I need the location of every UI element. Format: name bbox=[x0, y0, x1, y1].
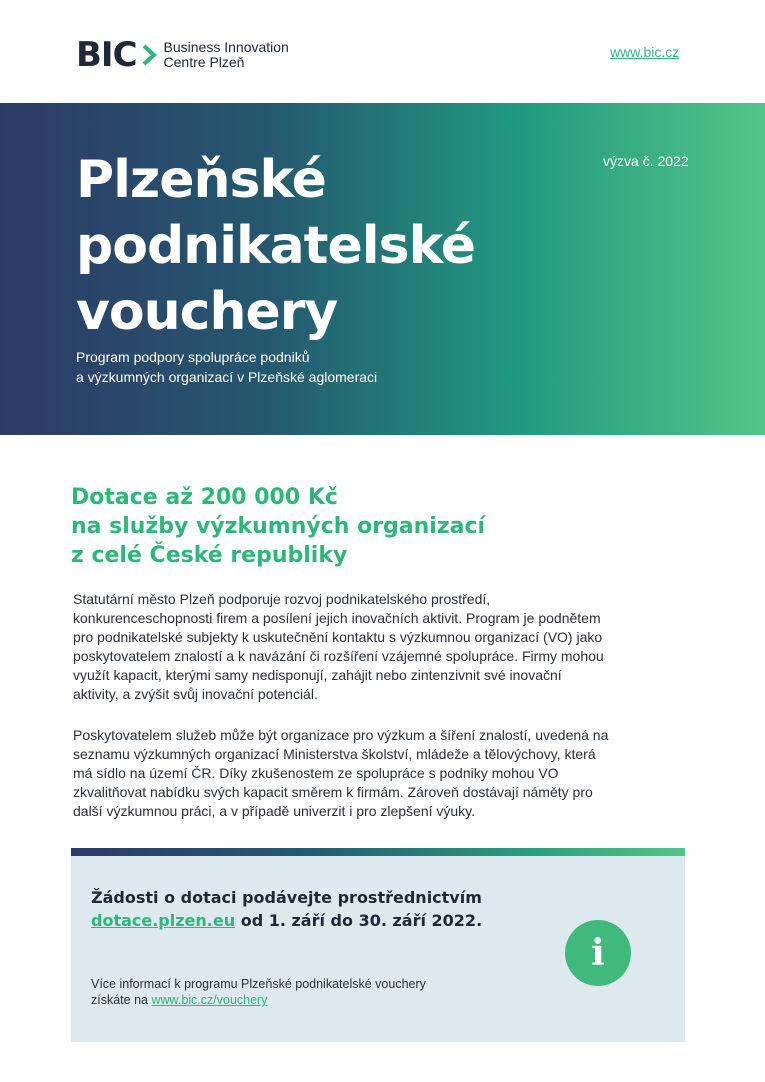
cta-line-2 bbox=[91, 909, 482, 932]
paragraph-line: má sídlo na území ČR. Díky zkušenostem ze spolupráce s podniky mohou VO bbox=[73, 765, 559, 781]
intro-paragraph bbox=[73, 590, 613, 704]
logo-line-1: Business Innovation bbox=[163, 39, 289, 55]
paragraph-line: pro podnikatelské subjekty k uskutečnění kontaktu s výzkumnou organizací (VO) jako bbox=[73, 629, 603, 645]
application-portal-link[interactable]: dotace.plzen.eu bbox=[91, 911, 236, 930]
vouchers-info-link[interactable]: www.bic.cz/vouchery bbox=[151, 993, 268, 1007]
title-line: Plzeňské bbox=[76, 150, 326, 210]
paragraph-line: Poskytovatelem služeb může být organizace pro výzkum a šíření znalostí, uvedená na bbox=[73, 727, 609, 743]
more-info-prefix: získáte na bbox=[91, 993, 152, 1007]
grant-headline bbox=[71, 483, 485, 570]
headline-line: Dotace až 200 000 Kč bbox=[71, 485, 338, 510]
call-year-tag: výzva č. 2022 bbox=[603, 153, 689, 169]
subtitle-line: a výzkumných organizací v Plzeňské aglomeraci bbox=[76, 369, 378, 385]
bic-logo[interactable] bbox=[76, 35, 289, 75]
title-line: podnikatelské bbox=[76, 216, 476, 276]
provider-paragraph bbox=[73, 726, 613, 821]
page-subtitle bbox=[76, 347, 377, 387]
logo-mark: BIC bbox=[76, 35, 137, 75]
info-box-top-bar bbox=[71, 848, 685, 856]
headline-line: z celé České republiky bbox=[71, 543, 348, 568]
more-info-text bbox=[91, 976, 426, 1008]
cta-line-1: Žádosti o dotaci podávejte prostřednictvím bbox=[91, 888, 482, 907]
paragraph-line: Statutární město Plzeň podporuje rozvoj podnikatelského prostředí, bbox=[73, 591, 491, 607]
headline-line: na služby výzkumných organizací bbox=[71, 514, 486, 539]
application-dates: od 1. září do 30. září 2022. bbox=[235, 911, 483, 930]
paragraph-line: seznamu výzkumných organizací Ministerstva školství, mládeže a tělovýchovy, která bbox=[73, 746, 596, 762]
subtitle-line: Program podpory spolupráce podniků bbox=[76, 349, 310, 365]
paragraph-line: další výzkumnou práci, a v případě univerzit i pro zlepšení výuky. bbox=[73, 803, 476, 819]
info-box bbox=[71, 856, 685, 1042]
more-info-line: Více informací k programu Plzeňské podnikatelské vouchery bbox=[91, 977, 426, 991]
chevron-right-icon bbox=[140, 42, 160, 68]
paragraph-line: poskytovatelem znalostí a k navázání či rozšíření vzájemné spolupráce. Firmy mohou bbox=[73, 648, 604, 664]
paragraph-line: zkvalitňovat nabídku svých kapacit směrem k firmám. Zároveň dostávají náměty pro bbox=[73, 784, 593, 800]
paragraph-line: konkurenceschopnosti firem a posílení jejich inovačních aktivit. Program je podnětem bbox=[73, 610, 601, 626]
info-icon: i bbox=[565, 920, 631, 986]
page-header bbox=[0, 0, 765, 103]
paragraph-line: využít kapacit, kterými samy nedisponují, zahájit nebo zintenzivnit své inovační bbox=[73, 667, 562, 683]
logo-line-2: Centre Plzeň bbox=[163, 54, 245, 70]
paragraph-line: aktivity, a zvýšit svůj inovační potenciál. bbox=[73, 686, 318, 702]
hero-banner bbox=[0, 103, 765, 435]
more-info-line bbox=[91, 992, 426, 1008]
logo-text bbox=[164, 40, 289, 70]
website-link[interactable]: www.bic.cz bbox=[610, 44, 680, 60]
title-line: vouchery bbox=[76, 282, 338, 342]
page-title bbox=[76, 147, 475, 345]
application-call-to-action bbox=[91, 886, 482, 932]
